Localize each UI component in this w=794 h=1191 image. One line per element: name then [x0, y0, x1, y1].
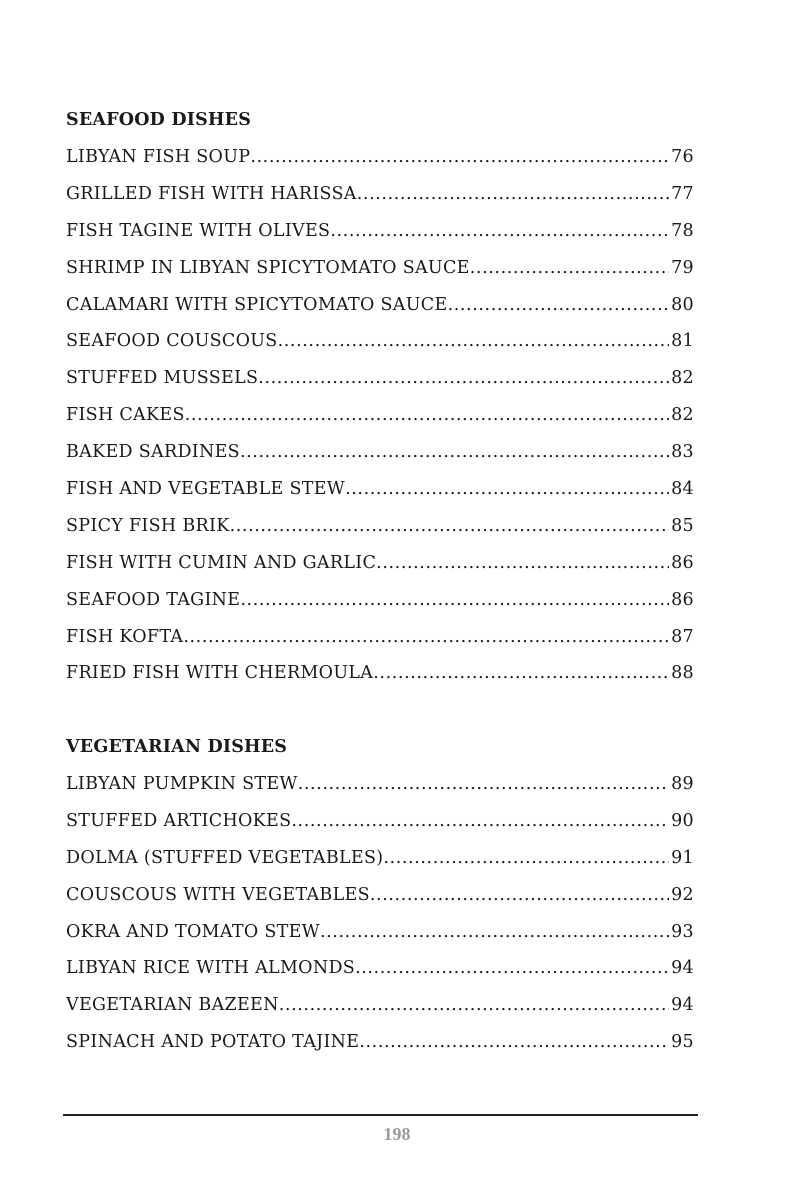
toc-entry[interactable] [66, 508, 694, 545]
toc-section-vegetarian [66, 729, 694, 1061]
entry-page-number: 94 [671, 958, 694, 979]
toc-entry[interactable] [66, 471, 694, 508]
dot-leader [240, 434, 669, 471]
dot-leader [359, 1024, 669, 1061]
dot-leader [376, 545, 669, 582]
entry-title: GRILLED FISH WITH HARISSA [66, 183, 357, 204]
entry-title: FISH KOFTA [66, 626, 184, 647]
entry-title: SHRIMP IN LIBYAN SPICYTOMATO SAUCE [66, 257, 470, 278]
toc-entry[interactable] [66, 803, 694, 840]
dot-leader [470, 250, 669, 287]
toc-entry[interactable] [66, 545, 694, 582]
section-heading: VEGETARIAN DISHES [66, 737, 288, 757]
section-heading: SEAFOOD DISHES [66, 110, 252, 130]
toc-entry[interactable] [66, 877, 694, 914]
entry-title: FRIED FISH WITH CHERMOULA [66, 663, 374, 684]
entry-page-number: 82 [671, 368, 694, 389]
dot-leader [298, 766, 669, 803]
dot-leader [357, 176, 669, 213]
entry-title: STUFFED MUSSELS [66, 368, 259, 389]
entry-title: SPINACH AND POTATO TAJINE [66, 1032, 360, 1053]
dot-leader [250, 139, 669, 176]
dot-leader [320, 914, 669, 951]
toc-entry[interactable] [66, 987, 694, 1024]
entry-page-number: 88 [671, 663, 694, 684]
entry-title: FISH AND VEGETABLE STEW [66, 479, 346, 500]
toc-entry[interactable] [66, 914, 694, 951]
entry-page-number: 79 [671, 257, 694, 278]
dot-leader [448, 287, 670, 324]
toc-entry[interactable] [66, 323, 694, 360]
entry-page-number: 91 [671, 847, 694, 868]
dot-leader [345, 471, 669, 508]
entry-page-number: 94 [671, 995, 694, 1016]
entry-title: SPICY FISH BRIK [66, 515, 230, 536]
entry-page-number: 78 [671, 220, 694, 241]
toc-entry[interactable] [66, 139, 694, 176]
toc-entry[interactable] [66, 766, 694, 803]
entry-page-number: 77 [671, 183, 694, 204]
entry-title: LIBYAN RICE WITH ALMONDS [66, 958, 356, 979]
entry-page-number: 90 [671, 810, 694, 831]
dot-leader [258, 360, 669, 397]
entry-page-number: 85 [671, 515, 694, 536]
entry-page-number: 80 [671, 294, 694, 315]
entry-page-number: 83 [671, 442, 694, 463]
entry-page-number: 84 [671, 479, 694, 500]
toc-entry[interactable] [66, 655, 694, 692]
dot-leader [383, 840, 669, 877]
entry-title: FISH TAGINE WITH OLIVES [66, 220, 331, 241]
entry-title: FISH WITH CUMIN AND GARLIC [66, 552, 377, 573]
entry-title: OKRA AND TOMATO STEW [66, 921, 320, 942]
dot-leader [240, 582, 669, 619]
entry-title: SEAFOOD TAGINE [66, 589, 241, 610]
toc-entry[interactable] [66, 287, 694, 324]
page-number: 198 [383, 1124, 411, 1144]
toc-entry[interactable] [66, 176, 694, 213]
entry-title: COUSCOUS WITH VEGETABLES [66, 884, 370, 905]
toc-entry[interactable] [66, 213, 694, 250]
entry-page-number: 76 [671, 147, 694, 167]
dot-leader [278, 323, 670, 360]
footer-rule [63, 1114, 698, 1116]
entry-title: LIBYAN PUMPKIN STEW [66, 774, 298, 794]
entry-title: STUFFED ARTICHOKES [66, 810, 292, 831]
dot-leader [291, 803, 669, 840]
dot-leader [183, 619, 669, 656]
entry-title: SEAFOOD COUSCOUS [66, 331, 278, 352]
toc-entry[interactable] [66, 619, 694, 656]
dot-leader [185, 397, 669, 434]
entry-page-number: 93 [671, 921, 694, 942]
entry-page-number: 86 [671, 552, 694, 573]
dot-leader [373, 655, 669, 692]
entry-page-number: 89 [671, 774, 694, 794]
entry-page-number: 92 [671, 884, 694, 905]
toc-entry[interactable] [66, 434, 694, 471]
toc-entry[interactable] [66, 582, 694, 619]
entry-title: FISH CAKES [66, 405, 185, 426]
dot-leader [330, 213, 669, 250]
toc-entry[interactable] [66, 397, 694, 434]
dot-leader [370, 877, 669, 914]
entry-page-number: 95 [671, 1032, 694, 1053]
toc-entry[interactable] [66, 250, 694, 287]
toc-entry[interactable] [66, 950, 694, 987]
dot-leader [279, 987, 669, 1024]
toc-entry[interactable] [66, 1024, 694, 1061]
entry-page-number: 82 [671, 405, 694, 426]
toc-entry[interactable] [66, 840, 694, 877]
entry-title: CALAMARI WITH SPICYTOMATO SAUCE [66, 294, 448, 315]
entry-title: LIBYAN FISH SOUP [66, 147, 251, 167]
toc-section-seafood [66, 102, 694, 692]
dot-leader [230, 508, 670, 545]
dot-leader [355, 950, 669, 987]
entry-title: BAKED SARDINES [66, 442, 240, 463]
entry-title: VEGETARIAN BAZEEN [66, 995, 279, 1016]
entry-title: DOLMA (STUFFED VEGETABLES) [66, 847, 384, 868]
entry-page-number: 87 [671, 626, 694, 647]
entry-page-number: 86 [671, 589, 694, 610]
entry-page-number: 81 [671, 331, 694, 352]
toc-entry[interactable] [66, 360, 694, 397]
